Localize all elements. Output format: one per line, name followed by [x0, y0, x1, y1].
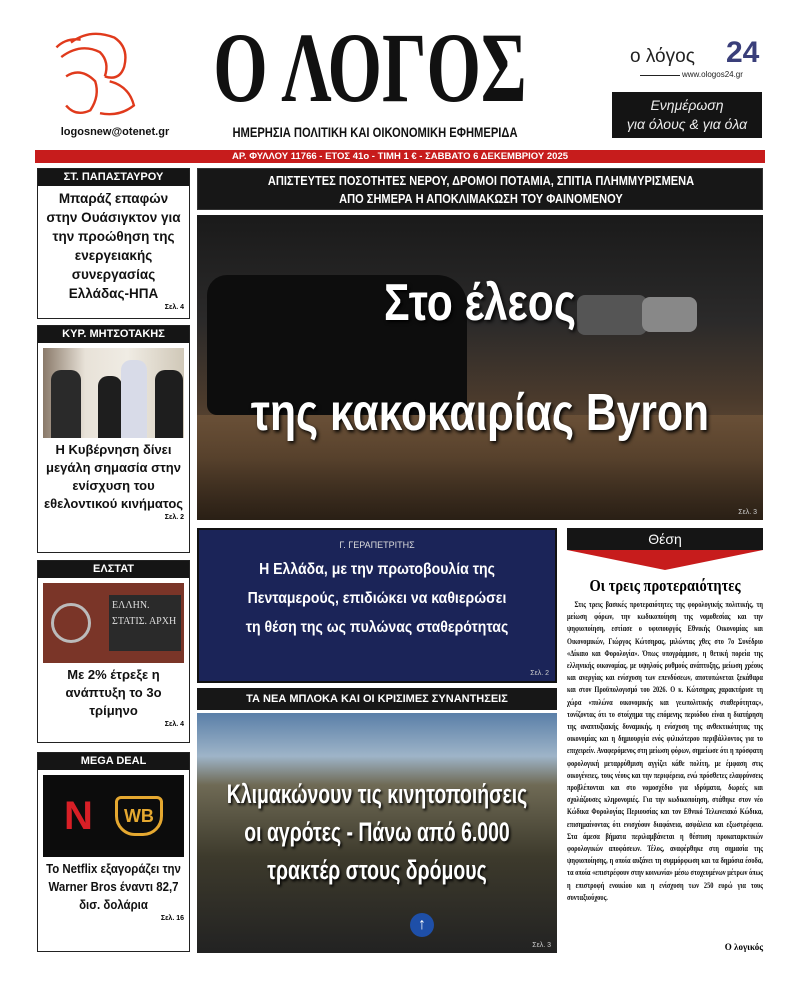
sidebar-story[interactable]	[37, 752, 190, 952]
site-url: www.ologos24.gr	[682, 70, 743, 79]
sidebar-story[interactable]	[37, 560, 190, 743]
story-headline: τη θέση της ως πυλώνας σταθερότητας	[245, 619, 509, 636]
story-headline: Μπαράζ επαφών στην Ουάσιγκτον για την προώθηση της ενεργειακής συνεργασίας Ελλάδας-ΗΠΑ	[46, 191, 181, 301]
story-photo	[43, 583, 184, 663]
story-headline: Το Netflix εξαγοράζει την Warner Bros έναντι 82,7 δισ. δολάρια	[46, 861, 181, 912]
slogan-line: για όλους & για όλα	[626, 116, 748, 132]
headline-line: τρακτέρ στους δρόμους	[267, 855, 487, 885]
page-ref: Σελ. 16	[160, 915, 184, 922]
story-headline: Η Κυβέρνηση δίνει μεγάλη σημασία στην ενίσχυση του εθελοντικού κινήματος	[43, 442, 184, 511]
story-byline: Γ. ΓΕΡΑΠΕΤΡΙΤΗΣ	[339, 540, 415, 550]
story-kicker: ΣΤ. ΠΑΠΑΣΤΑΥΡΟΥ	[38, 169, 189, 186]
banner-line: ΑΠΙΣΤΕΥΤΕΣ ΠΟΣΟΤΗΤΕΣ ΝΕΡΟΥ, ΔΡΟΜΟΙ ΠΟΤΑΜΙΑ, ΣΠΙΤΙΑ ΠΛΗΜΜΥΡΙΣΜΕΝΑ	[267, 173, 695, 188]
site-logo-mark: 24	[726, 36, 760, 69]
second-story-box[interactable]	[197, 528, 557, 683]
page-ref: Σελ. 3	[738, 509, 757, 516]
warner-bros-logo: WB	[115, 796, 163, 836]
divider	[640, 75, 680, 76]
editorial-title: Οι τρεις προτεραιότητες	[589, 576, 741, 595]
newspaper-logo-faces	[50, 28, 150, 120]
lead-story-photo[interactable]	[197, 215, 763, 520]
page-ref: Σελ. 3	[532, 942, 551, 949]
page-ref: Σελ. 2	[530, 670, 549, 677]
third-kicker-banner: ΤΑ ΝΕΑ ΜΠΛΟΚΑ ΚΑΙ ΟΙ ΚΡΙΣΙΜΕΣ ΣΥΝΑΝΤΗΣΕΙΣ	[197, 688, 557, 710]
red-triangle-decoration	[567, 550, 763, 570]
headline-line: Κλιμακώνουν τις κινητοποιήσεις	[226, 779, 528, 809]
story-photo	[43, 775, 184, 857]
slogan-box	[612, 92, 762, 138]
editorial-section-label: Θέση	[567, 528, 763, 550]
story-headline	[204, 775, 550, 889]
site-logo	[620, 30, 765, 85]
story-photo	[43, 348, 184, 438]
third-story-photo[interactable]	[197, 713, 557, 953]
masthead-title: Ο ΛΟΓΟΣ	[213, 12, 527, 123]
story-headline: Η Ελλάδα, με την πρωτοβουλία της	[259, 561, 495, 578]
issue-info-bar: ΑΡ. ΦΥΛΛΟΥ 11766 - ΕΤΟΣ 41ο - ΤΙΜΗ 1 € - ΣΑΒΒΑΤΟ 6 ΔΕΚΕΜΒΡΙΟΥ 2025	[35, 150, 765, 163]
page-ref: Σελ. 4	[164, 304, 184, 311]
contact-email: logosnew@otenet.gr	[60, 126, 170, 138]
story-headline: Πενταμερούς, επιδιώκει να καθιερώσει	[247, 590, 507, 607]
story-headline: Με 2% έτρεξε η ανάπτυξη το 3ο τρίμηνο	[65, 667, 162, 718]
netflix-logo: N	[64, 794, 93, 838]
sidebar-story[interactable]	[37, 325, 190, 553]
lead-kicker-banner	[197, 168, 763, 210]
page-ref: Σελ. 2	[164, 514, 184, 521]
lead-headline: Στο έλεος	[383, 274, 577, 332]
editorial-body: Στις τρεις βασικές προτεραιότητες της φορολογικής πολιτικής, τη μείωση φόρων, την κωδικοποίηση της νομοθεσίας και την ψηφιοποίηση, εστίασε ο υφυπουργός Εθνικής Οικονομίας και Οικονομικών, Γιώργος Κώτσηρας, μιλώντας χθες στο 7ο Συνέδριο «Δίκαιο και Φορολογία». Όπως υπογράμμισε, η θετική πορεία της ελληνικής οικονομίας, με υψηλούς ρυθμούς ανάπτυξης, μείωση χρέους και ανεργίας και ενίσχυση των επενδύσεων, αποτυπώνεται ξεκάθαρα και στον Προϋπολογισμό του 2026. Ο κ. Κώτσηρας χαρακτήρισε τη χώρα «πυλώνα οικονομικής και γεωπολιτικής σταθερότητας», τονίζοντας ότι το στοίχημα της επόμενης περιόδου είναι η διατήρηση της αναπτυξιακής δυναμικής, η ενίσχυση της ανθεκτικότητας της οικονομίας και η δημιουργία ενός φιλικότερου περιβάλλοντος για το επιχειρείν. Αναφερόμενος στη μείωση φόρων, σημείωσε ότι η πρόσφατη φορολογική μεταρρύθμιση αγγίζει κάθε πολίτη, με έμφαση στις οικογένειες, τους νέους και την περιφέρεια, ενώ πρόσθετες ελαφρύνσεις προβλέπονται και στο νομοσχέδιο για ιδρύματα, δωρεές και σχολάζουσες κληρονομιές. Για την κωδικοποίηση, στάθηκε στον νέο Κώδικα Φορολογίας Περιουσίας και τον Εθνικό Τελωνειακό Κώδικα, επισημαίνοντας ότι ενισχύουν διαφάνεια, ασφάλεια και εξωστρέφεια. Στα άμεσα βήματα περιλαμβάνεται η θέσπιση προκαταρκτικών φορολογικών αποφάσεων. Τέλος, αναφέρθηκε στη σημασία της ψηφιοποίησης, η οποία αυξάνει τη συμμόρφωση και τα δημόσια έσοδα, τα οποία «επιστρέφουν στην κοινωνία» μέσω στοχευμένων μέτρων όπως η επιστροφή ενοικίου και η ενίσχυση των 250 ευρώ για τους συνταξιούχους.	[567, 599, 763, 902]
sign-text: ΕΛΛΗΝ. ΣΤΑΤΙΣ. ΑΡΧΗ	[109, 595, 181, 651]
story-kicker: ΕΛΣΤΑΤ	[38, 561, 189, 578]
lead-headline: της κακοκαιρίας Byron	[250, 384, 710, 442]
story-kicker: MEGA DEAL	[38, 753, 189, 770]
editorial-signature: Ο λογικός	[724, 942, 763, 952]
banner-line: ΑΠΟ ΣΗΜΕΡΑ Η ΑΠΟΚΛΙΜΑΚΩΣΗ ΤΟΥ ΦΑΙΝΟΜΕΝΟΥ	[339, 191, 623, 206]
site-logo-text: ο λόγος	[630, 46, 695, 67]
masthead-subtitle: ΗΜΕΡΗΣΙΑ ΠΟΛΙΤΙΚΗ ΚΑΙ ΟΙΚΟΝΟΜΙΚΗ ΕΦΗΜΕΡΙΔΑ	[232, 124, 518, 140]
headline-line: οι αγρότες - Πάνω από 6.000	[244, 817, 510, 847]
sidebar-story[interactable]	[37, 168, 190, 319]
road-sign-icon: ↑	[410, 913, 434, 937]
page-ref: Σελ. 4	[164, 721, 184, 728]
slogan-line: Ενημέρωση	[650, 97, 724, 113]
story-kicker: ΚΥΡ. ΜΗΤΣΟΤΑΚΗΣ	[38, 326, 189, 343]
